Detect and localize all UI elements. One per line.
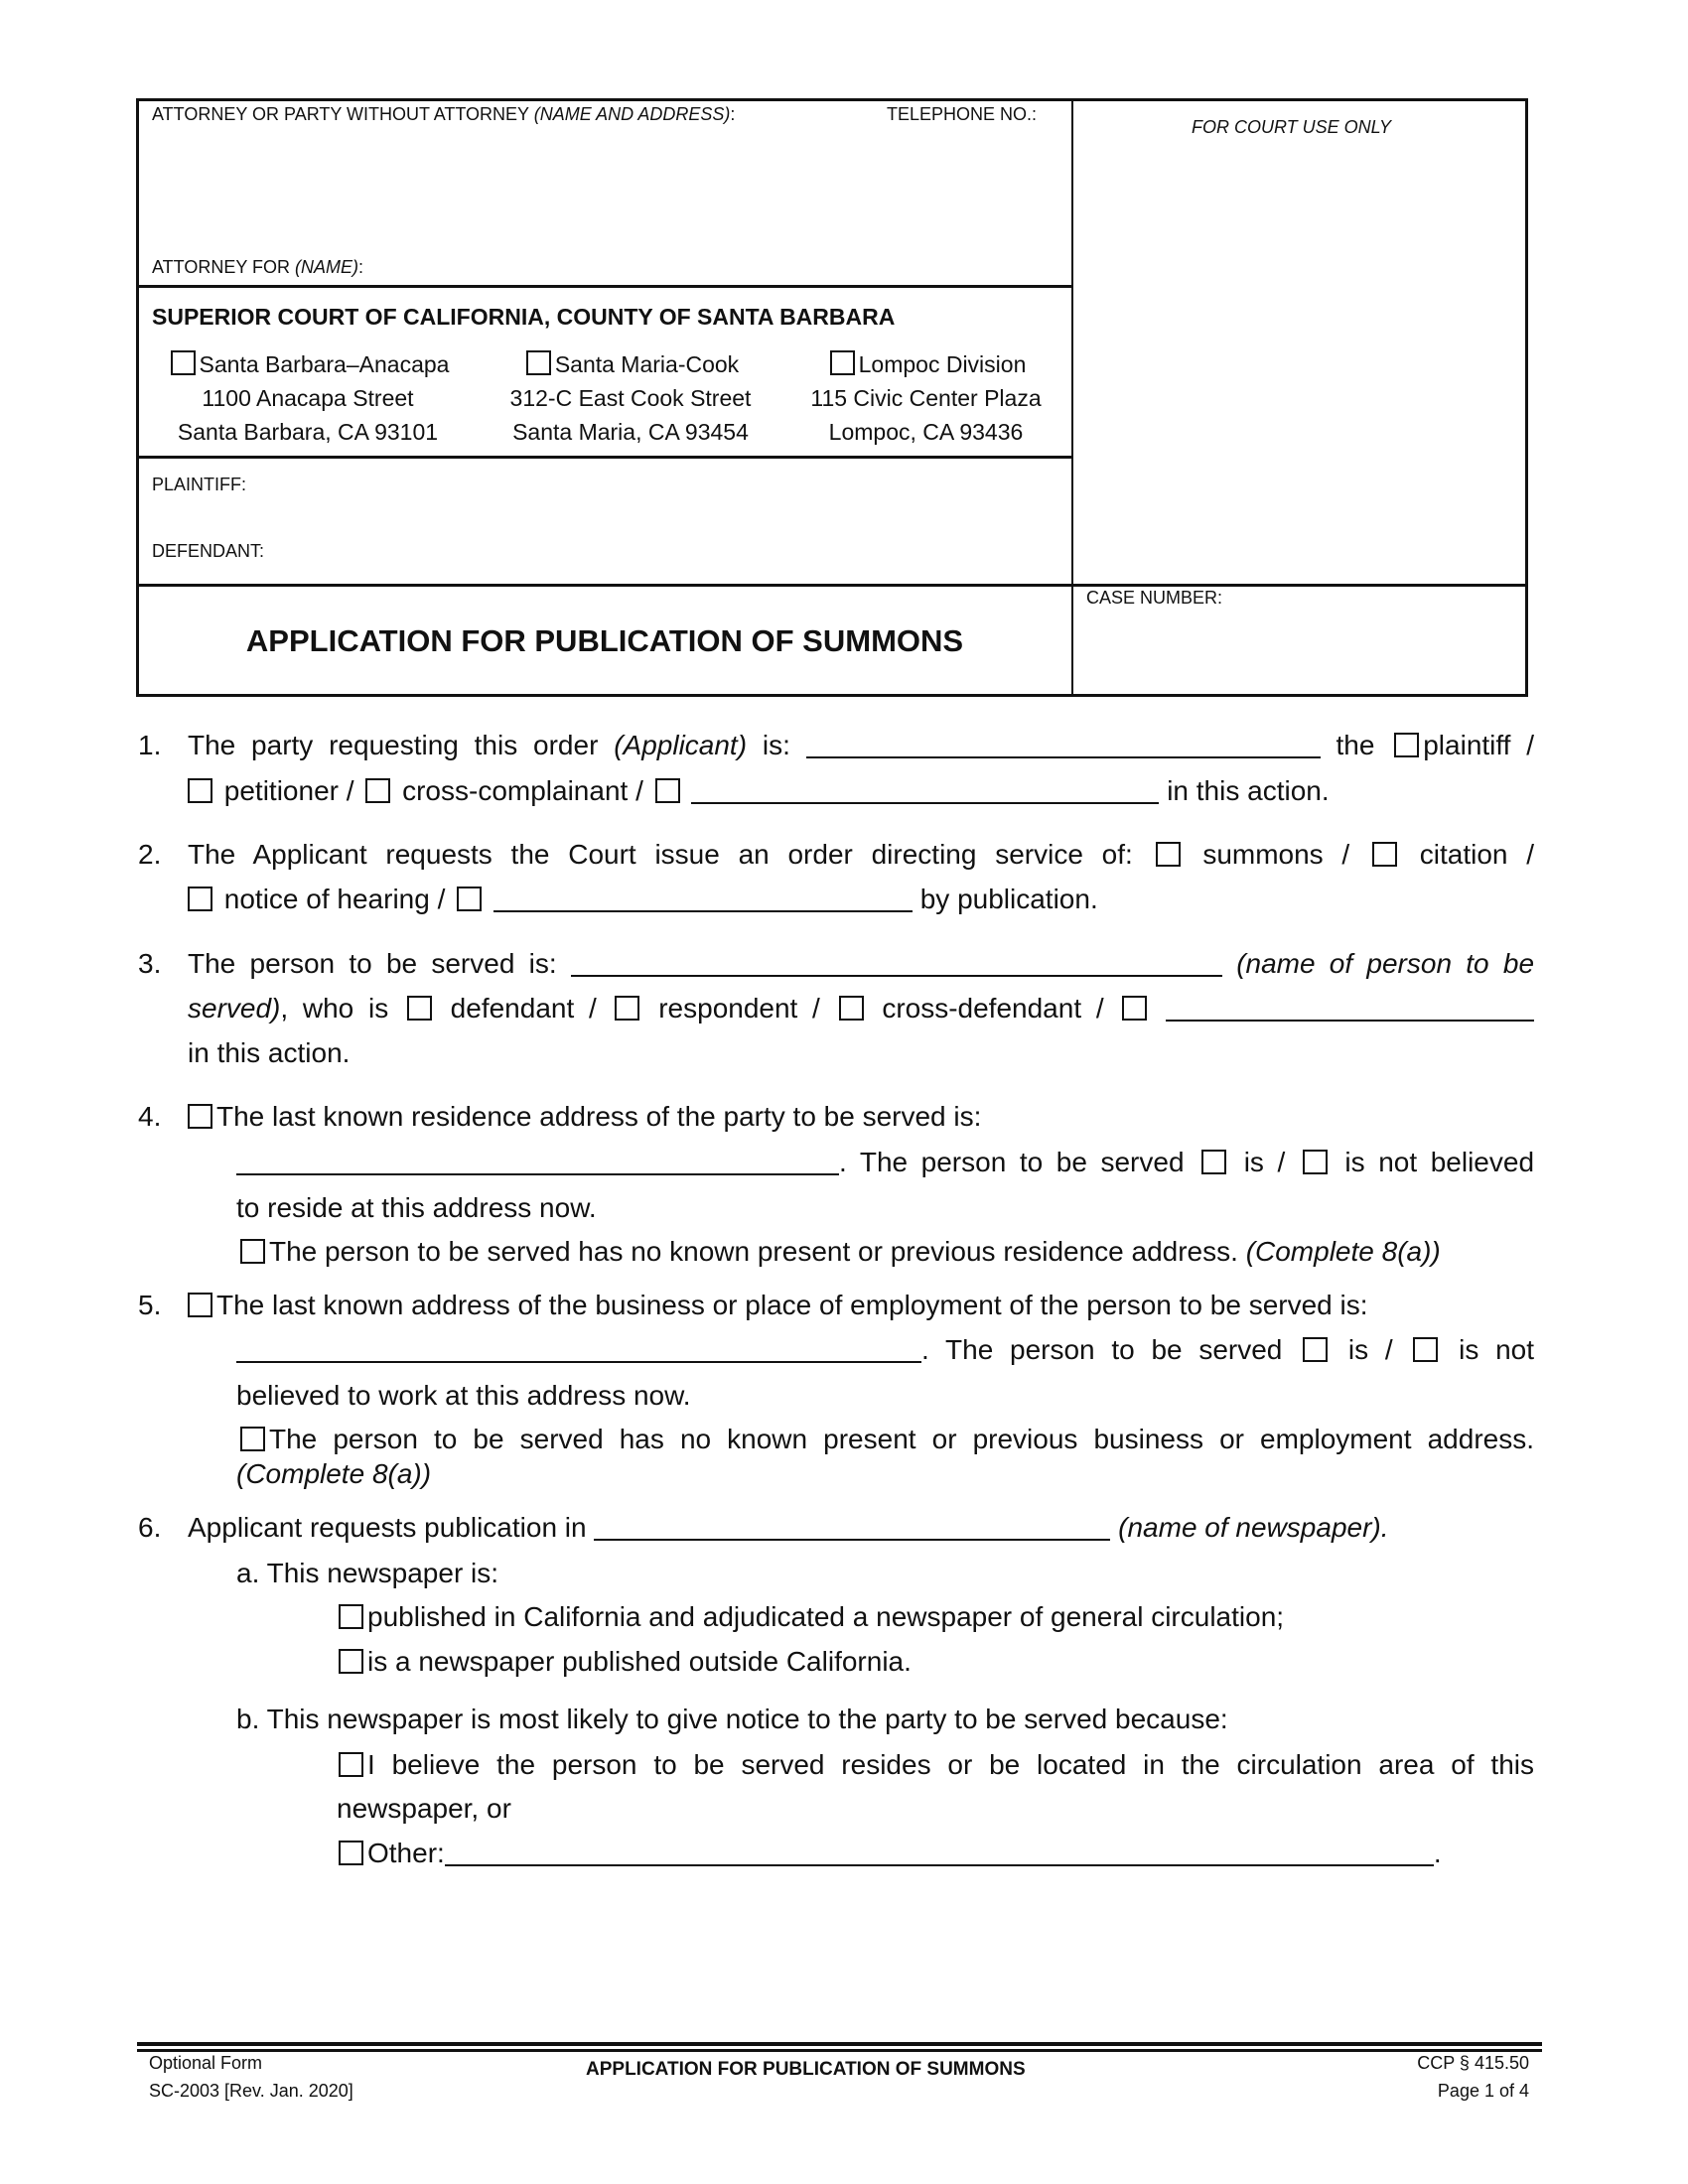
other-role-checkbox[interactable]	[1122, 996, 1147, 1021]
item-number: 3.	[138, 948, 162, 979]
item-6b-option-1-cont: newspaper, or	[337, 1793, 511, 1824]
is-not-checkbox[interactable]	[1303, 1150, 1328, 1174]
residence-address-field[interactable]	[236, 1146, 839, 1175]
circulation-area-checkbox[interactable]	[339, 1752, 363, 1777]
attorney-label: ATTORNEY OR PARTY WITHOUT ATTORNEY (NAME AND ADDRESS):	[152, 104, 736, 124]
is-not-checkbox[interactable]	[1413, 1337, 1438, 1362]
petitioner-checkbox[interactable]	[188, 778, 212, 803]
footer-title: APPLICATION FOR PUBLICATION OF SUMMONS	[586, 2059, 1026, 2080]
item-3-line-2: served), who is defendant / respondent / cross-defendant /	[188, 989, 1534, 1028]
applicant-name-field[interactable]	[806, 729, 1321, 758]
item-5-line-2: . The person to be served is / is not	[236, 1330, 1534, 1370]
item-3-line-3: in this action.	[188, 1037, 351, 1068]
footer-page: Page 1 of 4	[1437, 2081, 1529, 2101]
other-party-field[interactable]	[691, 774, 1159, 804]
checkbox[interactable]	[830, 350, 855, 375]
court-use-label: FOR COURT USE ONLY	[1192, 117, 1392, 137]
caption-divider	[1071, 99, 1073, 695]
other-document-field[interactable]	[493, 883, 913, 912]
item-6a-option-1: published in California and adjudicated a newspaper of general circulation;	[337, 1597, 1284, 1637]
item-5-line-1: The last known address of the business or place of employment of the person to be served is:	[188, 1286, 1368, 1325]
footer-rule	[137, 2049, 1542, 2052]
division-santa-barbara[interactable]: Santa Barbara–Anacapa 1100 Anacapa Street Santa Barbara, CA 93101	[149, 347, 467, 449]
cross-defendant-checkbox[interactable]	[839, 996, 864, 1021]
item-6a-label: a. This newspaper is:	[236, 1558, 499, 1588]
item-number: 5.	[138, 1290, 162, 1320]
other-reason-field[interactable]	[445, 1837, 1434, 1866]
plaintiff-label: PLAINTIFF:	[152, 475, 247, 494]
item-2-line-2: notice of hearing / by publication.	[188, 880, 1098, 919]
item-5-line-4: The person to be served has no known present or previous business or employment address.	[236, 1420, 1534, 1459]
telephone-label: TELEPHONE NO.:	[887, 104, 1038, 124]
item-number: 4.	[138, 1101, 162, 1132]
business-address-field[interactable]	[236, 1333, 921, 1363]
item-number: 1.	[138, 730, 162, 760]
item-6a-option-2: is a newspaper published outside California.	[337, 1642, 912, 1682]
checkbox[interactable]	[171, 350, 196, 375]
respondent-checkbox[interactable]	[615, 996, 639, 1021]
item-4-line-2: . The person to be served is / is not believed	[236, 1143, 1534, 1182]
is-checkbox[interactable]	[1303, 1337, 1328, 1362]
other-party-checkbox[interactable]	[655, 778, 680, 803]
cross-complainant-checkbox[interactable]	[365, 778, 390, 803]
item-6b-label: b. This newspaper is most likely to give notice to the party to be served because:	[236, 1704, 1228, 1734]
divider	[137, 285, 1072, 288]
item-number: 2.	[138, 839, 162, 870]
plaintiff-checkbox[interactable]	[1394, 733, 1419, 757]
item-1-line-1: The party requesting this order (Applicant) is: the plaintiff /	[188, 730, 1535, 760]
item-6b-option-1: I believe the person to be served resides or be located in the circulation area of this	[337, 1745, 1534, 1785]
other-role-field[interactable]	[1166, 992, 1534, 1022]
defendant-label: DEFENDANT:	[152, 541, 265, 561]
item-3-line-1: The person to be served is: (name of person to be	[188, 948, 1535, 979]
residence-address-checkbox[interactable]	[188, 1104, 212, 1129]
court-name: SUPERIOR COURT OF CALIFORNIA, COUNTY OF SANTA BARBARA	[152, 304, 896, 330]
no-business-checkbox[interactable]	[240, 1427, 265, 1451]
item-6-line-1: Applicant requests publication in (name of newspaper).	[188, 1512, 1389, 1543]
attorney-name-field[interactable]	[144, 129, 1062, 248]
item-4-line-4: The person to be served has no known present or previous residence address. (Complete 8(a))	[236, 1232, 1441, 1272]
divider	[137, 584, 1527, 587]
footer-form-number: SC-2003 [Rev. Jan. 2020]	[149, 2081, 353, 2101]
newspaper-name-field[interactable]	[594, 1511, 1110, 1541]
footer-rule	[137, 2042, 1542, 2046]
footer-code: CCP § 415.50	[1417, 2053, 1529, 2073]
no-residence-checkbox[interactable]	[240, 1239, 265, 1264]
other-reason-checkbox[interactable]	[339, 1841, 363, 1865]
form-title: APPLICATION FOR PUBLICATION OF SUMMONS	[245, 623, 964, 658]
case-number-label: CASE NUMBER:	[1086, 588, 1223, 608]
attorney-for-label: ATTORNEY FOR (NAME):	[152, 257, 364, 277]
is-checkbox[interactable]	[1201, 1150, 1226, 1174]
item-6b-option-2: Other: .	[337, 1834, 1442, 1873]
notice-of-hearing-checkbox[interactable]	[188, 887, 212, 911]
item-number: 6.	[138, 1512, 162, 1543]
footer-optional-form: Optional Form	[149, 2053, 263, 2073]
division-lompoc[interactable]: Lompoc Division 115 Civic Center Plaza Lompoc, CA 93436	[810, 351, 1042, 445]
business-address-checkbox[interactable]	[188, 1293, 212, 1317]
item-4-line-1: The last known residence address of the party to be served is:	[188, 1097, 981, 1137]
outside-california-checkbox[interactable]	[339, 1649, 363, 1674]
california-newspaper-checkbox[interactable]	[339, 1604, 363, 1629]
item-5-line-3: believed to work at this address now.	[236, 1380, 691, 1411]
item-4-line-3: to reside at this address now.	[236, 1192, 597, 1223]
defendant-checkbox[interactable]	[407, 996, 432, 1021]
summons-checkbox[interactable]	[1156, 842, 1181, 867]
person-served-field[interactable]	[571, 947, 1222, 977]
item-5-line-5: (Complete 8(a))	[236, 1458, 432, 1489]
other-document-checkbox[interactable]	[457, 887, 482, 911]
divider	[137, 456, 1072, 459]
item-2-line-1: The Applicant requests the Court issue an order directing service of: summons / citation /	[188, 839, 1535, 870]
checkbox[interactable]	[526, 350, 551, 375]
item-1-line-2: petitioner / cross-complainant / in this action.	[188, 771, 1330, 811]
citation-checkbox[interactable]	[1372, 842, 1397, 867]
division-santa-maria[interactable]: Santa Maria-Cook 312-C East Cook Street Santa Maria, CA 93454	[509, 351, 752, 445]
